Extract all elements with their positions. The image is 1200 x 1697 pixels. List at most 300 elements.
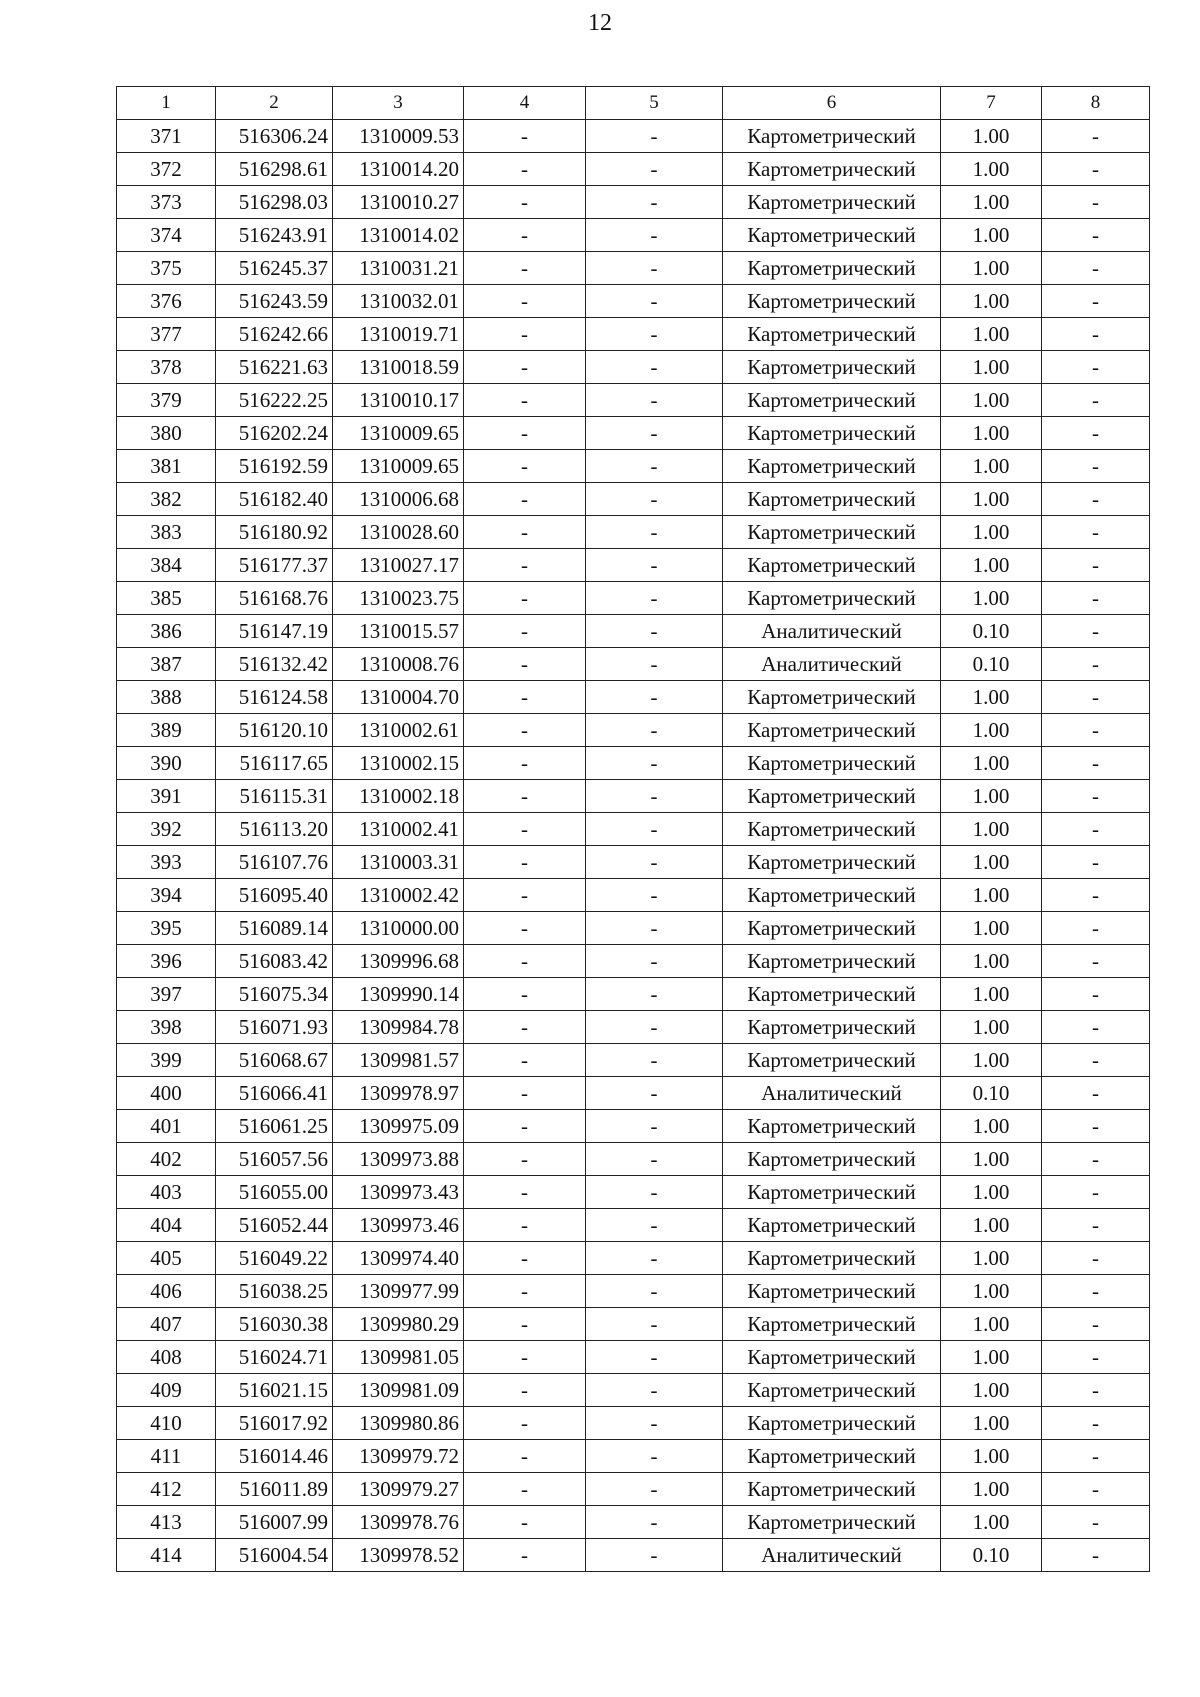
table-cell: - [464,1407,586,1440]
table-cell: 516243.59 [216,285,333,318]
table-row [117,879,1150,912]
table-cell: - [1042,714,1150,747]
table-cell: 1.00 [941,879,1042,912]
table-cell: Картометрический [723,384,941,417]
table-row [117,1242,1150,1275]
table-cell: 414 [117,1539,216,1572]
table-row [117,351,1150,384]
table-cell: - [464,813,586,846]
table-cell: 516132.42 [216,648,333,681]
table-row [117,1209,1150,1242]
table-cell: 1310009.65 [333,450,464,483]
table-cell: - [586,846,723,879]
table-row [117,714,1150,747]
table-row [117,1143,1150,1176]
table-cell: - [464,1077,586,1110]
table-cell: 1.00 [941,1110,1042,1143]
table-cell: 1309978.52 [333,1539,464,1572]
table-cell: Картометрический [723,1011,941,1044]
table-cell: 400 [117,1077,216,1110]
table-cell: Картометрический [723,1209,941,1242]
table-cell: 516071.93 [216,1011,333,1044]
table-cell: Картометрический [723,714,941,747]
table-cell: - [1042,1407,1150,1440]
table-cell: 1310002.61 [333,714,464,747]
table-cell: 1310010.17 [333,384,464,417]
table-cell: - [1042,945,1150,978]
table-header [117,87,1150,120]
table-cell: 1.00 [941,351,1042,384]
table-cell: - [464,681,586,714]
table-cell: - [586,1440,723,1473]
table-cell: - [1042,879,1150,912]
table-cell: - [464,252,586,285]
table-cell: 1.00 [941,945,1042,978]
table-cell: - [1042,450,1150,483]
table-cell: - [586,1176,723,1209]
table-cell: 1.00 [941,1143,1042,1176]
table-row [117,1374,1150,1407]
table-cell: - [586,1077,723,1110]
table-cell: 516242.66 [216,318,333,351]
table-row [117,978,1150,1011]
table-row [117,912,1150,945]
table-cell: 374 [117,219,216,252]
table-cell: - [1042,516,1150,549]
table-cell: - [586,219,723,252]
table-row [117,1110,1150,1143]
table-cell: 1309973.88 [333,1143,464,1176]
table-cell: Картометрический [723,252,941,285]
table-cell: - [586,582,723,615]
table-cell: Картометрический [723,945,941,978]
table-cell: 1310003.31 [333,846,464,879]
table-cell: 1.00 [941,1011,1042,1044]
table-cell: - [586,153,723,186]
table-cell: 1.00 [941,1473,1042,1506]
table-cell: 387 [117,648,216,681]
table-cell: - [464,1374,586,1407]
table-cell: 412 [117,1473,216,1506]
table-cell: 0.10 [941,1539,1042,1572]
table-cell: - [1042,285,1150,318]
table-cell: - [464,384,586,417]
table-cell: - [586,1341,723,1374]
table-cell: 1310031.21 [333,252,464,285]
table-cell: 516014.46 [216,1440,333,1473]
table-cell: 411 [117,1440,216,1473]
table-cell: - [586,747,723,780]
table-row [117,648,1150,681]
table-cell: 389 [117,714,216,747]
table-cell: Картометрический [723,483,941,516]
table-cell: 516298.03 [216,186,333,219]
table-cell: - [586,549,723,582]
table-cell: 1310002.42 [333,879,464,912]
table-cell: Картометрический [723,285,941,318]
table-row [117,681,1150,714]
table-cell: 398 [117,1011,216,1044]
table-cell: 1.00 [941,1242,1042,1275]
table-cell: 394 [117,879,216,912]
table-cell: - [1042,846,1150,879]
table-cell: 516030.38 [216,1308,333,1341]
table-row [117,549,1150,582]
table-cell: 1309980.29 [333,1308,464,1341]
table-cell: Картометрический [723,351,941,384]
table-cell: 397 [117,978,216,1011]
table-cell: 1309975.09 [333,1110,464,1143]
table-cell: - [1042,120,1150,153]
table-cell: 516180.92 [216,516,333,549]
table-cell: - [586,1209,723,1242]
table-row [117,1077,1150,1110]
table-cell: Картометрический [723,1143,941,1176]
table-cell: 516004.54 [216,1539,333,1572]
table-cell: 1309984.78 [333,1011,464,1044]
table-cell: 1.00 [941,120,1042,153]
table-cell: 384 [117,549,216,582]
table-cell: 1310023.75 [333,582,464,615]
column-header-6: 6 [723,87,941,120]
table-cell: - [586,1143,723,1176]
table-cell: - [464,1011,586,1044]
table-cell: 1.00 [941,483,1042,516]
table-cell: - [1042,1176,1150,1209]
table-cell: 1309979.72 [333,1440,464,1473]
table-row [117,846,1150,879]
table-cell: Картометрический [723,846,941,879]
table-row [117,747,1150,780]
table-cell: 1.00 [941,681,1042,714]
table-cell: - [464,780,586,813]
table-cell: 516113.20 [216,813,333,846]
table-cell: - [586,714,723,747]
table-cell: - [586,681,723,714]
table-body [117,120,1150,1572]
table-row [117,483,1150,516]
table-cell: 516066.41 [216,1077,333,1110]
table-row [117,417,1150,450]
table-cell: - [1042,648,1150,681]
table-cell: 516243.91 [216,219,333,252]
table-cell: 373 [117,186,216,219]
table-cell: 516168.76 [216,582,333,615]
table-cell: 1310014.20 [333,153,464,186]
table-cell: - [1042,351,1150,384]
table-cell: 1.00 [941,1209,1042,1242]
table-row [117,252,1150,285]
table-cell: 516202.24 [216,417,333,450]
table-cell: 1309974.40 [333,1242,464,1275]
table-cell: - [464,1275,586,1308]
table-cell: - [464,1440,586,1473]
table-cell: 1310032.01 [333,285,464,318]
table-cell: 516017.92 [216,1407,333,1440]
table-cell: 1309978.76 [333,1506,464,1539]
table-cell: 1310010.27 [333,186,464,219]
table-cell: - [586,648,723,681]
table-cell: - [464,846,586,879]
table-cell: - [586,384,723,417]
table-row [117,516,1150,549]
table-cell: 1.00 [941,153,1042,186]
table-cell: - [586,1242,723,1275]
table-cell: 516068.67 [216,1044,333,1077]
column-header-8: 8 [1042,87,1150,120]
table-cell: - [1042,483,1150,516]
table-cell: 1.00 [941,516,1042,549]
table-cell: 1310027.17 [333,549,464,582]
table-cell: - [1042,318,1150,351]
table-cell: Картометрический [723,912,941,945]
table-cell: 516245.37 [216,252,333,285]
table-cell: - [586,351,723,384]
column-header-3: 3 [333,87,464,120]
table-cell: 1309981.05 [333,1341,464,1374]
table-row [117,1440,1150,1473]
table-row [117,780,1150,813]
table-cell: Картометрический [723,549,941,582]
table-row [117,1407,1150,1440]
table-cell: - [464,1143,586,1176]
table-cell: 1310014.02 [333,219,464,252]
table-cell: 1.00 [941,1176,1042,1209]
table-cell: 1310000.00 [333,912,464,945]
table-cell: Картометрический [723,582,941,615]
table-cell: 406 [117,1275,216,1308]
table-cell: - [586,1374,723,1407]
table-cell: - [1042,747,1150,780]
table-row [117,120,1150,153]
table-cell: 516147.19 [216,615,333,648]
table-cell: 1310018.59 [333,351,464,384]
table-cell: 1.00 [941,978,1042,1011]
column-header-4: 4 [464,87,586,120]
table-cell: - [1042,1440,1150,1473]
table-row [117,1176,1150,1209]
table-cell: 372 [117,153,216,186]
table-cell: - [586,318,723,351]
table-cell: - [1042,153,1150,186]
table-row [117,945,1150,978]
table-cell: 516011.89 [216,1473,333,1506]
table-cell: - [1042,219,1150,252]
table-cell: Картометрический [723,813,941,846]
table-cell: 516120.10 [216,714,333,747]
table-cell: Аналитический [723,648,941,681]
table-cell: - [586,912,723,945]
table-cell: - [464,1539,586,1572]
table-cell: 386 [117,615,216,648]
table-cell: - [586,879,723,912]
table-cell: 1.00 [941,813,1042,846]
table-cell: 413 [117,1506,216,1539]
table-cell: 1.00 [941,846,1042,879]
table-cell: Картометрический [723,1176,941,1209]
table-cell: - [464,219,586,252]
table-cell: - [464,153,586,186]
table-cell: 516124.58 [216,681,333,714]
table-cell: - [1042,1242,1150,1275]
table-cell: - [464,648,586,681]
table-cell: - [1042,1110,1150,1143]
table-cell: 516089.14 [216,912,333,945]
table-cell: 1.00 [941,384,1042,417]
table-cell: 378 [117,351,216,384]
table-cell: - [464,351,586,384]
table-cell: - [1042,978,1150,1011]
table-cell: - [464,186,586,219]
table-cell: Картометрический [723,1341,941,1374]
table-cell: 395 [117,912,216,945]
table-cell: 516083.42 [216,945,333,978]
table-cell: Картометрический [723,516,941,549]
table-cell: - [586,285,723,318]
table-cell: 1310028.60 [333,516,464,549]
table-row [117,582,1150,615]
table-cell: 390 [117,747,216,780]
table-cell: - [586,1506,723,1539]
table-cell: 1.00 [941,219,1042,252]
table-cell: - [1042,1077,1150,1110]
table-cell: 380 [117,417,216,450]
table-cell: - [464,1308,586,1341]
table-cell: - [464,714,586,747]
table-cell: - [586,186,723,219]
page-number: 12 [588,10,612,36]
table-cell: 402 [117,1143,216,1176]
table-cell: 516221.63 [216,351,333,384]
table-cell: - [1042,252,1150,285]
table-row [117,384,1150,417]
table-row [117,1308,1150,1341]
table-cell: Картометрический [723,978,941,1011]
table-cell: 516192.59 [216,450,333,483]
table-cell: Картометрический [723,879,941,912]
table-cell: Картометрический [723,780,941,813]
table-row [117,1506,1150,1539]
table-cell: - [1042,780,1150,813]
table-cell: 1310019.71 [333,318,464,351]
table-cell: 1.00 [941,1407,1042,1440]
column-header-2: 2 [216,87,333,120]
table-cell: Картометрический [723,450,941,483]
table-cell: - [464,417,586,450]
table-cell: - [1042,1011,1150,1044]
table-cell: - [464,978,586,1011]
table-row [117,219,1150,252]
table-cell: - [1042,417,1150,450]
table-cell: 516177.37 [216,549,333,582]
table-cell: - [464,582,586,615]
table-cell: 371 [117,120,216,153]
table-cell: 1310008.76 [333,648,464,681]
table-cell: - [586,813,723,846]
table-cell: 376 [117,285,216,318]
table-cell: - [1042,384,1150,417]
table-row [117,1011,1150,1044]
table-cell: 375 [117,252,216,285]
table-cell: 1310009.65 [333,417,464,450]
table-cell: - [1042,549,1150,582]
table-cell: - [464,879,586,912]
table-cell: - [586,1110,723,1143]
table-cell: 408 [117,1341,216,1374]
table-cell: - [464,1044,586,1077]
table-cell: 392 [117,813,216,846]
table-cell: 0.10 [941,1077,1042,1110]
table-cell: 516298.61 [216,153,333,186]
table-cell: 1.00 [941,549,1042,582]
table-cell: - [586,450,723,483]
column-header-1: 1 [117,87,216,120]
table-cell: - [586,780,723,813]
table-row [117,1341,1150,1374]
table-cell: - [464,912,586,945]
table-cell: - [464,1209,586,1242]
table-cell: - [586,978,723,1011]
table-cell: - [586,1275,723,1308]
table-cell: Картометрический [723,1308,941,1341]
table-cell: - [464,615,586,648]
table-cell: 516052.44 [216,1209,333,1242]
table-cell: - [586,417,723,450]
table-cell: 405 [117,1242,216,1275]
table-cell: 1.00 [941,285,1042,318]
table-cell: 1310006.68 [333,483,464,516]
table-cell: 1.00 [941,747,1042,780]
table-cell: 1.00 [941,1374,1042,1407]
table-cell: Картометрический [723,153,941,186]
table-cell: - [1042,1341,1150,1374]
table-row [117,1044,1150,1077]
table-cell: - [464,516,586,549]
table-cell: Картометрический [723,1440,941,1473]
coordinates-table [116,86,1150,1572]
table-cell: 1310004.70 [333,681,464,714]
table-cell: 516057.56 [216,1143,333,1176]
table-cell: - [1042,912,1150,945]
table-row [117,450,1150,483]
table-cell: - [1042,615,1150,648]
table-cell: 1.00 [941,417,1042,450]
table-cell: 516024.71 [216,1341,333,1374]
table-cell: 516075.34 [216,978,333,1011]
table-cell: - [464,1341,586,1374]
table-row [117,153,1150,186]
table-cell: - [1042,1539,1150,1572]
table-row [117,186,1150,219]
table-cell: 385 [117,582,216,615]
table-cell: Картометрический [723,681,941,714]
table-cell: 1.00 [941,1275,1042,1308]
table-cell: Картометрический [723,1473,941,1506]
table-row [117,1473,1150,1506]
table-cell: 1310015.57 [333,615,464,648]
table-row [117,1539,1150,1572]
table-cell: 516061.25 [216,1110,333,1143]
table-cell: 1309981.57 [333,1044,464,1077]
table-cell: 404 [117,1209,216,1242]
table-cell: 0.10 [941,615,1042,648]
table-cell: - [586,945,723,978]
table-cell: 1.00 [941,252,1042,285]
table-cell: Картометрический [723,1506,941,1539]
table-cell: - [464,1110,586,1143]
table-cell: 1.00 [941,450,1042,483]
table-cell: - [1042,1044,1150,1077]
